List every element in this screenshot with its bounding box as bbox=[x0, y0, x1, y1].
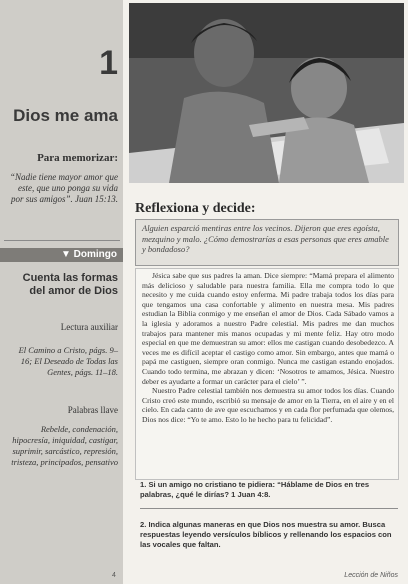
reading-label: Lectura auxiliar bbox=[60, 322, 118, 332]
lesson-title: Dios me ama bbox=[13, 106, 118, 125]
reflection-box bbox=[135, 219, 399, 266]
story-paragraph-1: Jésica sabe que sus padres la aman. Dice siempre: “Mamá prepara el alimento más delicioso y saludable para nuestra familia. Ella me compra todo lo que necesito y me cuida cuando estoy enferma. Mi padre trabaja todos los días para que tengamos una casa confortable y alimento en nuestra mesa. Mis padres estudian la Biblia conmigo y me enseñan el amor de Dios. Cada Sábado vamos a la iglesia y adoramos a nuestro Padre celestial. Mis padres me dan muchos trabajos para mantener mis manos ocupadas y mi mente feliz. Hay otro modo especial en que me demuestran su amor: ellos me castigan cuando desobedezco. A veces me es difícil aceptar el castigo como amor. Sin embargo, antes que mamá o papá me castiguen, siempre oran conmigo. Nunca me castigan estando enojados. Cuando todo termina, me abrazan y dicen: ‘Nosotros te amamos, Jésica. Nuestro deber es ayudarte a formar un carácter para el cielo’ ”. bbox=[142, 271, 394, 386]
reflection-title: Reflexiona y decide: bbox=[135, 201, 256, 216]
story-box bbox=[135, 268, 399, 480]
publication-name: Lección de Niños bbox=[344, 572, 398, 579]
lesson-sidebar bbox=[0, 0, 123, 584]
keywords-text: Rebelde, condenación, hipocresía, iniquidad, castigar, suprimir, sarcástico, represión, tristeza, principados, pensativo bbox=[11, 424, 118, 467]
story-paragraph-2: Nuestro Padre celestial también nos demuestra su amor todos los días. Cuando Cristo creó este mundo, escribió su mensaje de amor en la Tierra, en el aire y en el cielo. En cada canto de ave que escuchamos y en cada flor perfumada que olemos, Dios nos dice: “Yo te amo. Esto lo he hecho para tu felicidad”. bbox=[142, 386, 394, 424]
keywords-label: Palabras llave bbox=[67, 405, 118, 415]
question-2: 2. Indica algunas maneras en que Dios nos muestra su amor. Busca respuestas leyendo versículos bíblicos y rellenando los espacios con las vocales que faltan. bbox=[140, 520, 392, 549]
story-text bbox=[142, 271, 394, 425]
memorize-label: Para memorizar: bbox=[37, 152, 118, 164]
question-1: 1. Si un amigo no cristiano te pidiera: “Háblame de Dios en tres palabras, ¿qué le dirías? 1 Juan 4:8. bbox=[140, 480, 370, 499]
day-label: ▼ Domingo bbox=[60, 249, 117, 260]
sidebar-divider bbox=[4, 240, 120, 241]
photo-children-reading bbox=[129, 3, 404, 183]
day-banner bbox=[0, 248, 123, 262]
memory-verse: “Nadie tiene mayor amor que este, que uno ponga su vida por sus amigos”. Juan 15:13. bbox=[10, 172, 118, 204]
section-title: Cuenta las formas del amor de Dios bbox=[22, 272, 118, 297]
lesson-number: 1 bbox=[99, 44, 118, 82]
reflection-prompt: Alguien esparció mentiras entre los vecinos. Dijeron que eres egoísta, mezquino y malo. ¿Cómo demostrarías a esas personas que eres amable y bondadoso? bbox=[142, 223, 389, 254]
reading-text: El Camino a Cristo, págs. 9–16; El Deseado de Todas las Gentes, págs. 11–18. bbox=[18, 345, 118, 377]
answer-line-1[interactable] bbox=[140, 508, 398, 509]
page-number: 4 bbox=[112, 572, 116, 579]
